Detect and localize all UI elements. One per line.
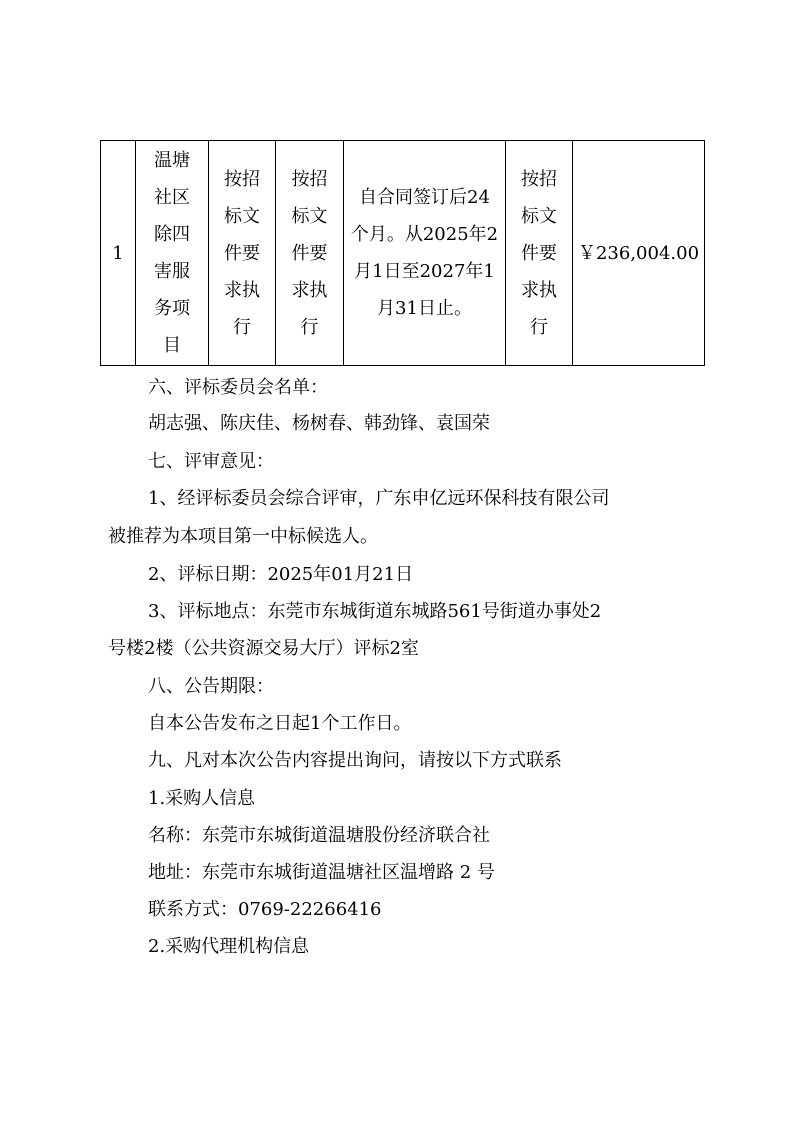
section-6-heading: 六、评标委员会名单：	[148, 377, 328, 398]
buyer-contact: 联系方式：0769-22266416	[148, 899, 382, 920]
opinion-item-1-line-2: 被推荐为本项目第一中标候选人。	[108, 526, 378, 547]
section-9-heading: 九、凡对本次公告内容提出询问，请按以下方式联系	[148, 750, 562, 771]
announcement-period: 自本公告发布之日起1个工作日。	[148, 713, 412, 734]
project-name-cell	[136, 141, 209, 366]
committee-names: 胡志强、陈庆佳、杨树春、韩劲锋、袁国荣	[148, 413, 490, 434]
row-index-cell	[101, 141, 136, 366]
row-index: 1	[112, 242, 124, 264]
buyer-name: 名称：东莞市东城街道温塘股份经济联合社	[148, 825, 490, 846]
requirement-text-1: 按招标文件要求执行	[224, 168, 260, 338]
opinion-item-3-line-2: 号楼2楼（公共资源交易大厅）评标2室	[108, 638, 419, 659]
requirement-cell-1	[209, 141, 276, 366]
amount: ￥236,004.00	[577, 242, 700, 264]
opinion-item-1-line-1: 1、经评标委员会综合评审，广东申亿远环保科技有限公司	[148, 488, 610, 509]
requirement-text-2: 按招标文件要求执行	[291, 168, 328, 338]
requirement-cell-2	[276, 141, 344, 366]
buyer-address: 地址：东莞市东城街道温塘社区温增路 2 号	[148, 862, 495, 883]
service-period-cell	[344, 141, 506, 366]
award-table	[100, 140, 705, 366]
requirement-text-3: 按招标文件要求执行	[521, 168, 557, 338]
table-row	[101, 141, 705, 366]
opinion-item-2: 2、评标日期：2025年01月21日	[148, 564, 414, 585]
project-name: 温塘社区除四害服务项目	[154, 150, 190, 356]
section-8-heading: 八、公告期限：	[148, 676, 274, 697]
opinion-item-3-line-1: 3、评标地点：东莞市东城街道东城路561号街道办事处2	[148, 601, 602, 622]
amount-cell	[573, 141, 705, 366]
agency-info-heading: 2.采购代理机构信息	[148, 936, 310, 957]
section-7-heading: 七、评审意见：	[148, 451, 274, 472]
buyer-info-heading: 1.采购人信息	[148, 788, 256, 809]
service-period: 自合同签订后24个月。从2025年2月1日至2027年1月31日止。	[350, 187, 499, 319]
requirement-cell-3	[506, 141, 573, 366]
